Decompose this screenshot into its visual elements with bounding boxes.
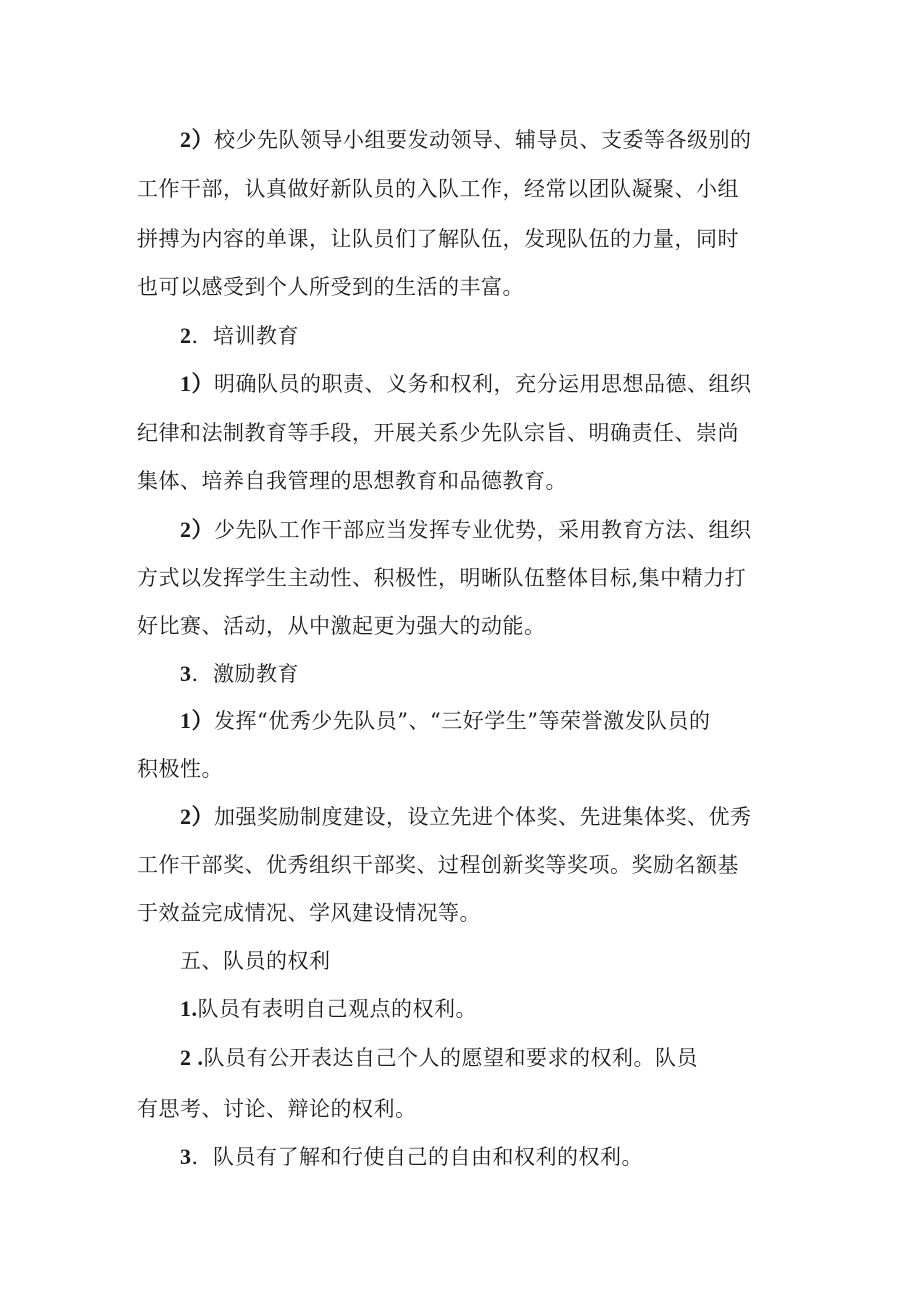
paragraph-line	[180, 1043, 698, 1073]
paragraph-line	[180, 1142, 643, 1172]
paragraph-line: 集体、培养自我管理的思想教育和品德教育。	[137, 469, 567, 493]
paragraph-line: 工作干部奖、优秀组织干部奖、过程创新奖等奖项。奖励名额基	[137, 853, 739, 877]
paragraph-line: 积极性。	[137, 757, 223, 781]
item-number: 2）	[180, 804, 215, 829]
paragraph-text: ．队员有了解和行使自己的自由和权利的权利。	[191, 1145, 643, 1169]
item-number: 1）	[180, 371, 215, 396]
paragraph-text: 队员有表明自己观点的权利。	[197, 997, 477, 1021]
paragraph-text: 加强奖励制度建设，设立先进个体奖、先进集体奖、优秀	[214, 805, 752, 829]
heading-text: ．培训教育	[191, 324, 299, 348]
paragraph-line	[180, 994, 477, 1024]
item-number: 2	[180, 323, 192, 348]
paragraph-line: 纪律和法制教育等手段，开展关系少先队宗旨、明确责任、崇尚	[137, 421, 739, 445]
item-number: 2）	[180, 127, 215, 152]
paragraph-text: 校少先队领导小组要发动领导、辅导员、支委等各级别的	[214, 128, 752, 152]
paragraph-line: 好比赛、活动，从中激起更为强大的动能。	[137, 614, 546, 638]
section-heading	[180, 659, 299, 689]
paragraph-line: 也可以感受到个人所受到的生活的丰富。	[137, 275, 524, 299]
paragraph-text: 少先队工作干部应当发挥专业优势，采用教育方法、组织	[214, 518, 752, 542]
item-number: 3	[180, 661, 192, 686]
item-number: 3	[180, 1144, 192, 1169]
paragraph-text: 队员有公开表达自己个人的愿望和要求的权利。队员	[203, 1046, 698, 1070]
paragraph-line	[180, 802, 752, 832]
paragraph-text: 发挥“优秀少先队员”、“三好学生”等荣誉激发队员的	[214, 709, 711, 733]
paragraph-line	[180, 125, 752, 155]
item-number: 1）	[180, 708, 215, 733]
paragraph-line	[180, 515, 752, 545]
paragraph-line	[180, 369, 752, 399]
item-number: 2 .	[180, 1045, 204, 1070]
paragraph-line: 方式以发挥学生主动性、积极性，明晰队伍整体目标,集中精力打	[137, 566, 747, 590]
paragraph-line	[180, 706, 710, 736]
chapter-heading: 五、队员的权利	[180, 949, 331, 973]
section-heading	[180, 321, 299, 351]
paragraph-line: 有思考、讨论、辩论的权利。	[137, 1097, 417, 1121]
paragraph-line: 工作干部，认真做好新队员的入队工作，经常以团队凝聚、小组	[137, 177, 739, 201]
item-number: 1.	[180, 996, 198, 1021]
paragraph-text: 明确队员的职责、义务和权利，充分运用思想品德、组织	[214, 372, 752, 396]
heading-text: ．激励教育	[191, 662, 299, 686]
item-number: 2）	[180, 517, 215, 542]
paragraph-line: 拼搏为内容的单课，让队员们了解队伍，发现队伍的力量，同时	[137, 227, 739, 251]
paragraph-line: 于效益完成情况、学风建设情况等。	[137, 901, 481, 925]
